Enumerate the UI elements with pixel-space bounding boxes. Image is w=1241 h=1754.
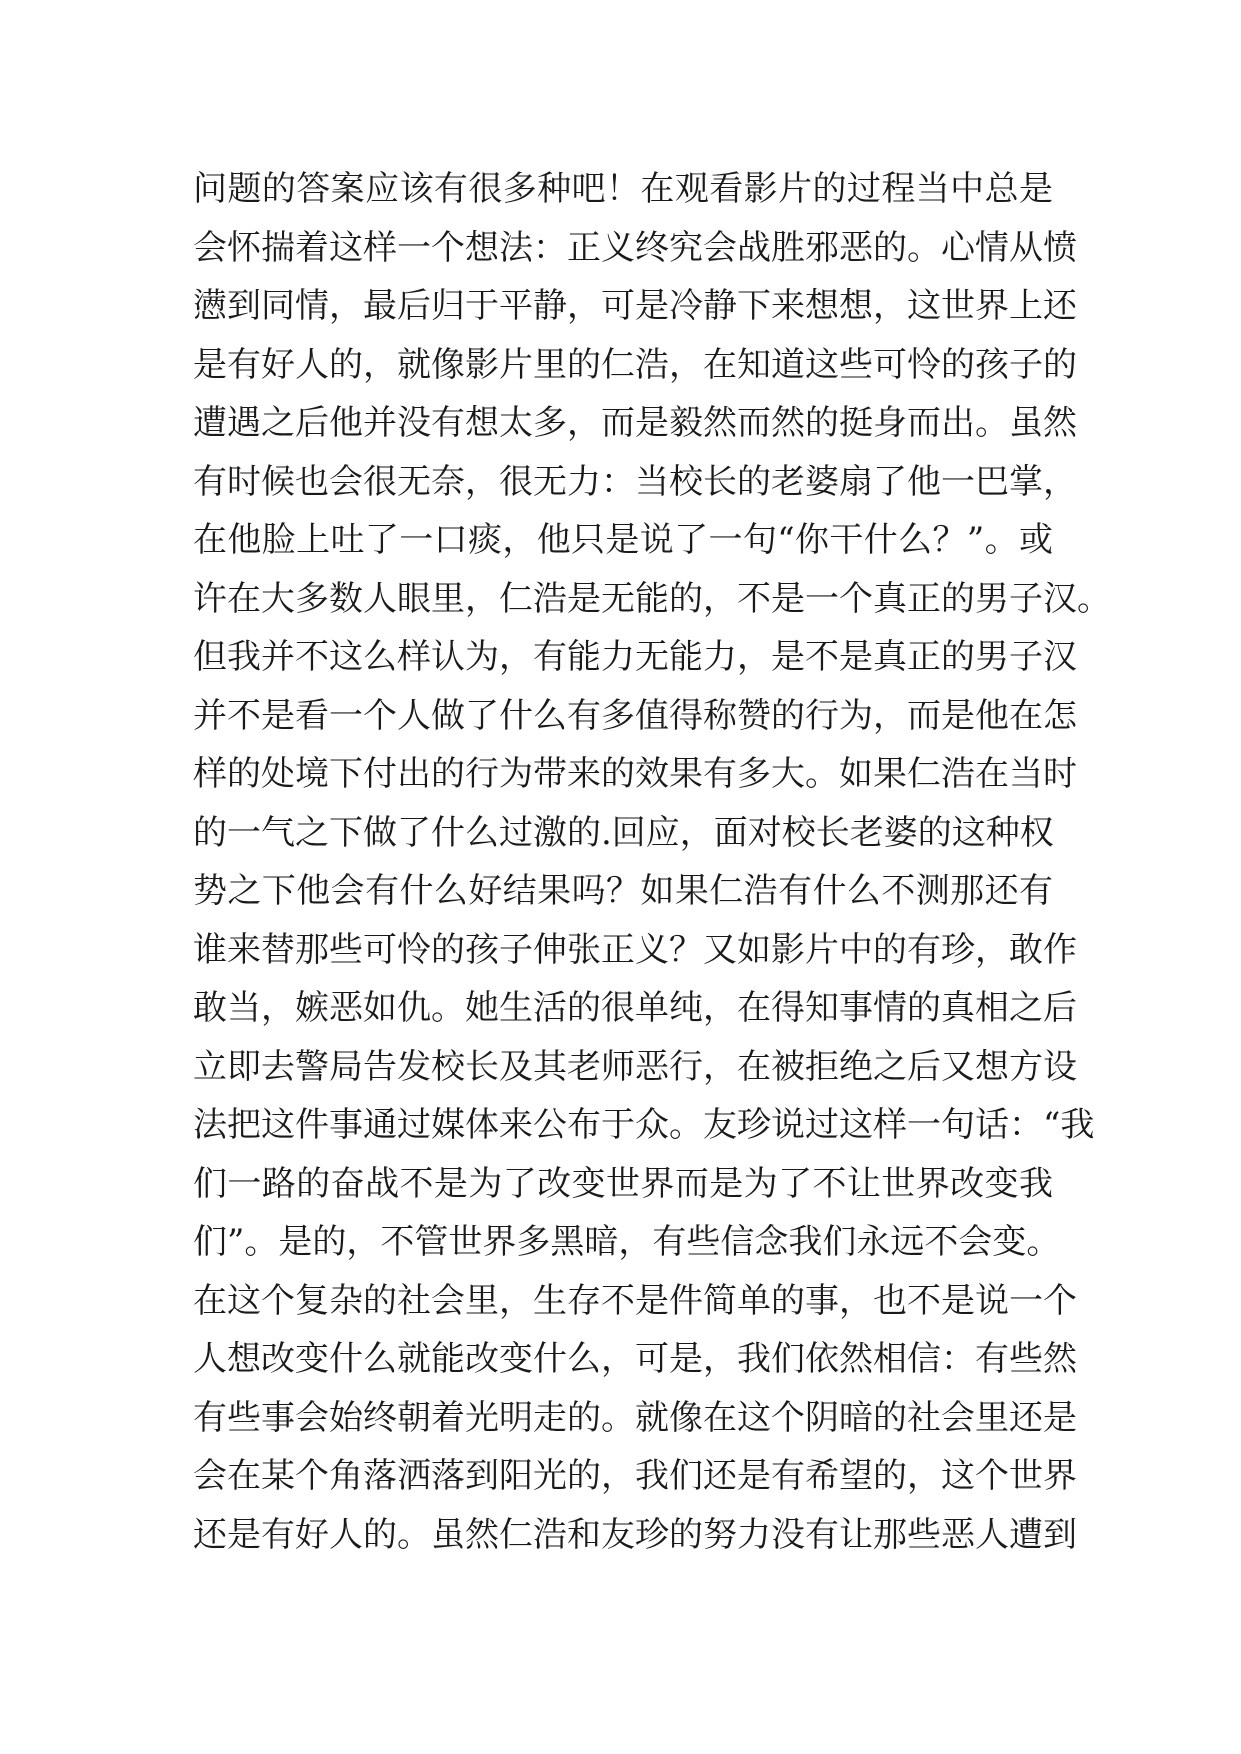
text-line: 还是有好人的。虽然仁浩和友珍的努力没有让那些恶人遭到 [193, 1514, 1077, 1555]
text-line: 是有好人的，就像影片里的仁浩，在知道这些可怜的孩子的 [193, 344, 1077, 385]
text-line: 懑到同情，最后归于平静，可是冷静下来想想，这世界上还 [193, 286, 1077, 326]
text-line: 势之下他会有什么好结果吗？如果仁浩有什么不测那还有 [193, 871, 1053, 911]
text-line: 会在某个角落洒落到阳光的，我们还是有希望的，这个世界 [193, 1456, 1077, 1496]
text-line: 敢当，嫉恶如仇。她生活的很单纯，在得知事情的真相之后 [193, 988, 1077, 1028]
text-line: 法把这件事通过媒体来公布于众。友珍说过这样一句话：“我 [193, 1105, 1095, 1145]
text-line: 有些事会始终朝着光明走的。就像在这个阴暗的社会里还是 [193, 1397, 1077, 1438]
text-line: 的一气之下做了什么过激的.回应，面对校长老婆的这种权 [193, 812, 1054, 853]
text-line: 遭遇之后他并没有想太多，而是毅然而然的挺身而出。虽然 [193, 403, 1077, 443]
text-line: 立即去警局告发校长及其老师恶行，在被拒绝之后又想方设 [193, 1046, 1077, 1087]
text-line: 会怀揣着这样一个想法：正义终究会战胜邪恶的。心情从愤 [193, 227, 1077, 268]
text-line: 人想改变什么就能改变什么，可是，我们依然相信：有些然 [193, 1339, 1077, 1379]
text-line: 但我并不这么样认为，有能力无能力，是不是真正的男子汉 [193, 637, 1077, 677]
text-line: 许在大多数人眼里，仁浩是无能的，不是一个真正的男子汉。 [193, 578, 1111, 619]
text-line: 们一路的奋战不是为了改变世界而是为了不让世界改变我 [193, 1163, 1053, 1204]
text-line: 有时候也会很无奈，很无力：当校长的老婆扇了他一巴掌， [193, 461, 1077, 502]
text-line: 问题的答案应该有很多种吧！在观看影片的过程当中总是 [193, 169, 1053, 209]
text-line: 们”。是的，不管世界多黑暗，有些信念我们永远不会变。 [193, 1222, 1061, 1262]
text-line: 并不是看一个人做了什么有多值得称赞的行为，而是他在怎 [193, 695, 1077, 736]
body-text [193, 160, 1111, 1564]
text-line: 在这个复杂的社会里，生存不是件简单的事，也不是说一个 [193, 1280, 1077, 1321]
text-line: 在他脸上吐了一口痰，他只是说了一句“你干什么？”。或 [193, 520, 1053, 560]
text-line: 样的处境下付出的行为带来的效果有多大。如果仁浩在当时 [193, 754, 1077, 794]
text-line: 谁来替那些可怜的孩子伸张正义？又如影片中的有珍，敢作 [193, 929, 1077, 970]
